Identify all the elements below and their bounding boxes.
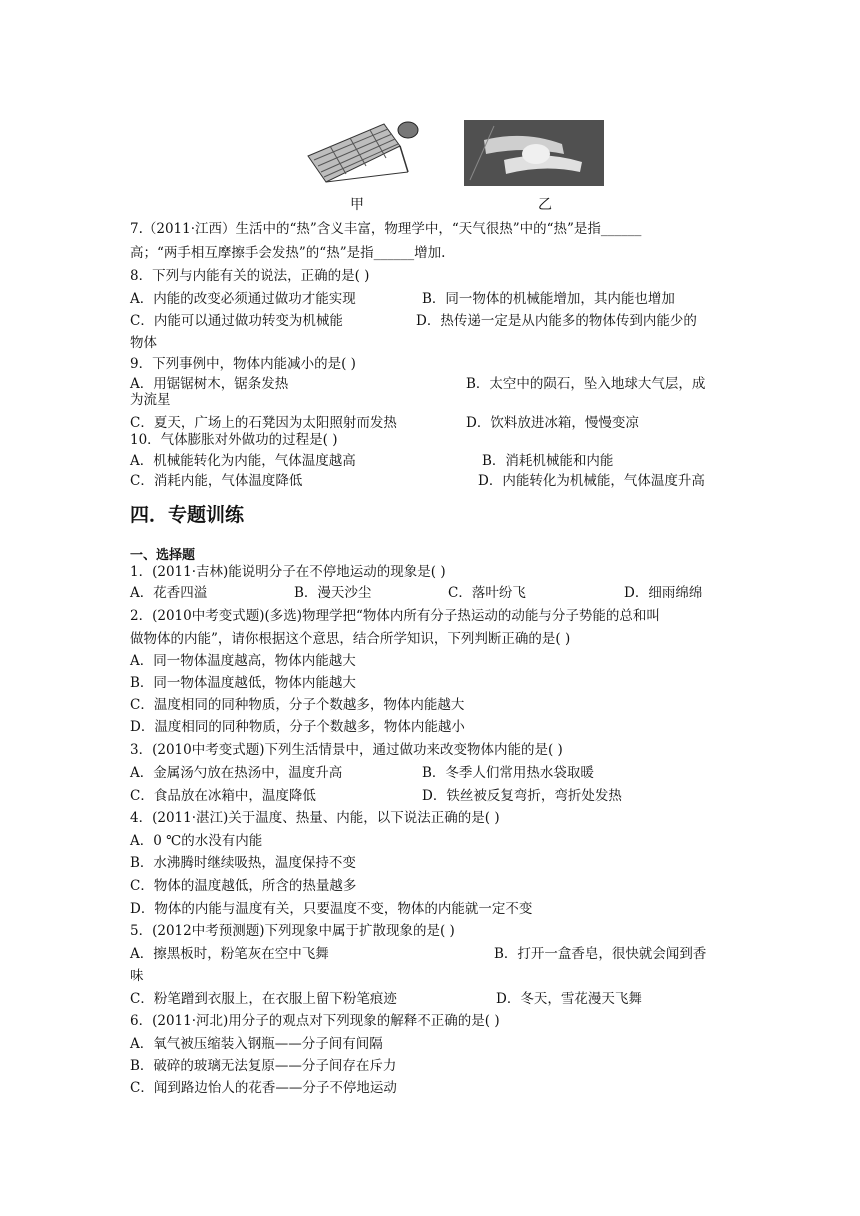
- p5-option-d: D．冬天，雪花漫天飞舞: [496, 991, 642, 1007]
- p3-option-b: B．冬季人们常用热水袋取暖: [422, 765, 594, 781]
- p3-stem: 3．(2010中考变式题)下列生活情景中，通过做功来改变物体内能的是( ): [130, 742, 563, 758]
- q10-option-a: A．机械能转化为内能，气体温度越高: [130, 453, 356, 469]
- p5-option-a: A．擦黑板时，粉笔灰在空中飞舞: [130, 946, 329, 962]
- q8-option-d-continued: 物体: [130, 335, 157, 351]
- p2-option-b: B．同一物体温度越低，物体内能越大: [130, 675, 356, 691]
- figures: [300, 116, 620, 216]
- q8-stem: 8．下列与内能有关的说法，正确的是( ): [130, 268, 370, 284]
- q9-option-b-continued: 为流星: [130, 392, 171, 408]
- p2-option-a: A．同一物体温度越高，物体内能越大: [130, 653, 356, 669]
- p4-option-b: B．水沸腾时继续吸热，温度保持不变: [130, 855, 356, 871]
- p5-option-c: C．粉笔蹭到衣服上，在衣服上留下粉笔痕迹: [130, 991, 397, 1007]
- rubbing-hands-image: [464, 120, 604, 186]
- section-title: 四．专题训练: [130, 504, 245, 526]
- q10-stem: 10．气体膨胀对外做功的过程是( ): [130, 432, 338, 448]
- p2-option-c: C．温度相同的同种物质，分子个数越多，物体内能越大: [130, 697, 465, 713]
- p5-option-b-continued: 味: [130, 968, 144, 984]
- p2-stem: 2．(2010中考变式题)(多选)物理学把“物体内所有分子热运动的动能与分子势能的总和叫: [130, 608, 660, 624]
- q8-option-c: C．内能可以通过做功转变为机械能: [130, 313, 343, 329]
- p3-option-c: C．食品放在冰箱中，温度降低: [130, 788, 316, 804]
- q9-option-a: A．用锯锯树木，锯条发热: [130, 376, 289, 392]
- p1-option-b: B．漫天沙尘: [294, 585, 372, 601]
- p6-option-a: A．氧气被压缩装入钢瓶——分子间有间隔: [130, 1036, 383, 1052]
- p1-option-a: A．花香四溢: [130, 585, 208, 601]
- figure-jia-caption: 甲: [350, 197, 364, 213]
- p6-option-c: C．闻到路边怡人的花香——分子不停地运动: [130, 1080, 397, 1096]
- q9-stem: 9．下列事例中，物体内能减小的是( ): [130, 356, 356, 372]
- solar-water-heater-image: [300, 116, 424, 186]
- p6-stem: 6．(2011·河北)用分子的观点对下列现象的解释不正确的是( ): [130, 1013, 500, 1029]
- p4-stem: 4．(2011·湛江)关于温度、热量、内能，以下说法正确的是( ): [130, 810, 500, 826]
- p3-option-d: D．铁丝被反复弯折，弯折处发热: [422, 788, 622, 804]
- q7-line: 高；“两手相互摩擦手会发热”的“热”是指______增加.: [130, 245, 446, 261]
- p2-stem: 做物体的内能”，请你根据这个意思，结合所学知识，下列判断正确的是( ): [130, 631, 571, 647]
- p4-option-d: D．物体的内能与温度有关，只要温度不变，物体的内能就一定不变: [130, 901, 533, 917]
- p5-stem: 5．(2012中考预测题)下列现象中属于扩散现象的是( ): [130, 923, 455, 939]
- p5-option-b: B．打开一盒香皂，很快就会闻到香: [494, 946, 707, 962]
- q8-option-a: A．内能的改变必须通过做功才能实现: [130, 291, 356, 307]
- q10-option-c: C．消耗内能，气体温度降低: [130, 473, 303, 489]
- q7-line: 7.（2011·江西）生活中的“热”含义丰富，物理学中，“天气很热”中的“热”是指______: [130, 221, 642, 237]
- subsection-title: 一、选择题: [130, 548, 196, 563]
- p1-option-c: C．落叶纷飞: [448, 585, 526, 601]
- p1-stem: 1．(2011·吉林)能说明分子在不停地运动的现象是( ): [130, 564, 446, 580]
- q10-option-d: D．内能转化为机械能，气体温度升高: [478, 473, 705, 489]
- p2-option-d: D．温度相同的同种物质，分子个数越多，物体内能越小: [130, 719, 465, 735]
- q10-option-b: B．消耗机械能和内能: [482, 453, 614, 469]
- p6-option-b: B．破碎的玻璃无法复原——分子间存在斥力: [130, 1058, 397, 1074]
- p4-option-a: A．0 ℃的水没有内能: [130, 833, 263, 849]
- q9-option-c: C．夏天，广场上的石凳因为太阳照射而发热: [130, 415, 397, 431]
- q8-option-d: D．热传递一定是从内能多的物体传到内能少的: [416, 313, 697, 329]
- p1-option-d: D．细雨绵绵: [624, 585, 703, 601]
- q9-option-b: B．太空中的陨石，坠入地球大气层，成: [466, 376, 706, 392]
- q9-option-d: D．饮料放进冰箱，慢慢变凉: [466, 415, 639, 431]
- p3-option-a: A．金属汤勺放在热汤中，温度升高: [130, 765, 343, 781]
- p4-option-c: C．物体的温度越低，所含的热量越多: [130, 878, 357, 894]
- q8-option-b: B．同一物体的机械能增加，其内能也增加: [422, 291, 675, 307]
- figure-yi-caption: 乙: [538, 197, 552, 213]
